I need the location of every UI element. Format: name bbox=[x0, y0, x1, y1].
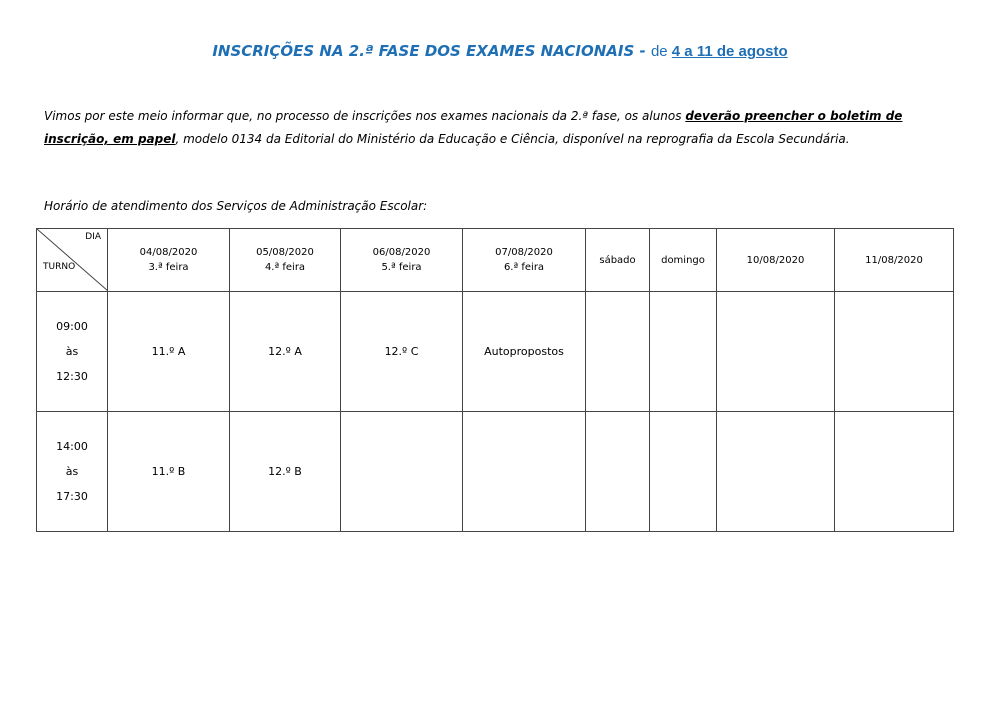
column-header bbox=[108, 229, 230, 292]
table-cell: 12.º C bbox=[341, 292, 463, 412]
column-header bbox=[586, 229, 650, 292]
paragraph-part1: Vimos por este meio informar que, no processo de inscrições nos exames nacionais da 2.ª fase, os alunos bbox=[44, 109, 686, 123]
table-cell: 11.º A bbox=[108, 292, 230, 412]
header-day: 5.ª feira bbox=[381, 262, 422, 273]
header-date: domingo bbox=[661, 254, 705, 266]
header-date: 04/08/2020 bbox=[139, 247, 198, 258]
column-header bbox=[650, 229, 717, 292]
table-cell: Autopropostos bbox=[463, 292, 586, 412]
table-cell bbox=[717, 292, 835, 412]
title-de: de bbox=[650, 43, 672, 60]
turno-start: 14:00 bbox=[56, 440, 88, 453]
header-row bbox=[37, 229, 954, 292]
corner-turno-label: TURNO bbox=[43, 262, 76, 272]
table-cell bbox=[835, 292, 954, 412]
header-day: 6.ª feira bbox=[503, 262, 545, 273]
paragraph-emphasis: deverão preencher o boletim de inscrição, em papel bbox=[44, 109, 903, 146]
table-cell bbox=[341, 412, 463, 532]
schedule-table bbox=[36, 228, 954, 532]
header-date: 06/08/2020 bbox=[372, 247, 431, 258]
table-row bbox=[37, 292, 954, 412]
column-header bbox=[230, 229, 341, 292]
header-date: 07/08/2020 bbox=[495, 247, 553, 258]
table-cell bbox=[650, 292, 717, 412]
header-date: 05/08/2020 bbox=[256, 247, 314, 258]
turno-end: 12:30 bbox=[56, 370, 88, 383]
header-day: 4.ª feira bbox=[264, 262, 306, 273]
turno-sep: às bbox=[65, 345, 79, 358]
column-header bbox=[463, 229, 586, 292]
table-cell: 12.º A bbox=[230, 292, 341, 412]
header-date: 11/08/2020 bbox=[865, 254, 923, 266]
table-cell bbox=[717, 412, 835, 532]
schedule-label: Horário de atendimento dos Serviços de Administração Escolar: bbox=[44, 199, 428, 213]
column-header bbox=[835, 229, 954, 292]
title-dates: 4 a 11 de agosto bbox=[671, 43, 788, 60]
info-paragraph bbox=[44, 105, 959, 151]
paragraph-part2: , modelo 0134 da Editorial do Ministério da Educação e Ciência, disponível na reprografia da Escola Secundária. bbox=[175, 132, 850, 146]
table-cell: 11.º B bbox=[108, 412, 230, 532]
turno-sep: às bbox=[65, 465, 79, 478]
corner-cell bbox=[37, 229, 108, 292]
column-header bbox=[341, 229, 463, 292]
turno-start: 09:00 bbox=[56, 320, 88, 333]
table-cell bbox=[650, 412, 717, 532]
turno-cell bbox=[37, 412, 108, 532]
table-cell bbox=[463, 412, 586, 532]
header-day: 3.ª feira bbox=[148, 262, 189, 273]
turno-cell bbox=[37, 292, 108, 412]
table-cell bbox=[586, 292, 650, 412]
table-cell: 12.º B bbox=[230, 412, 341, 532]
table-row bbox=[37, 412, 954, 532]
document-title bbox=[0, 42, 1000, 60]
header-date: sábado bbox=[599, 254, 636, 266]
table-cell bbox=[835, 412, 954, 532]
column-header bbox=[717, 229, 835, 292]
corner-dia-label: DIA bbox=[85, 232, 101, 242]
table-cell bbox=[586, 412, 650, 532]
turno-end: 17:30 bbox=[56, 490, 88, 503]
title-main: INSCRIÇÕES NA 2.ª FASE DOS EXAMES NACIONAIS - bbox=[212, 42, 651, 60]
header-date: 10/08/2020 bbox=[746, 254, 805, 266]
